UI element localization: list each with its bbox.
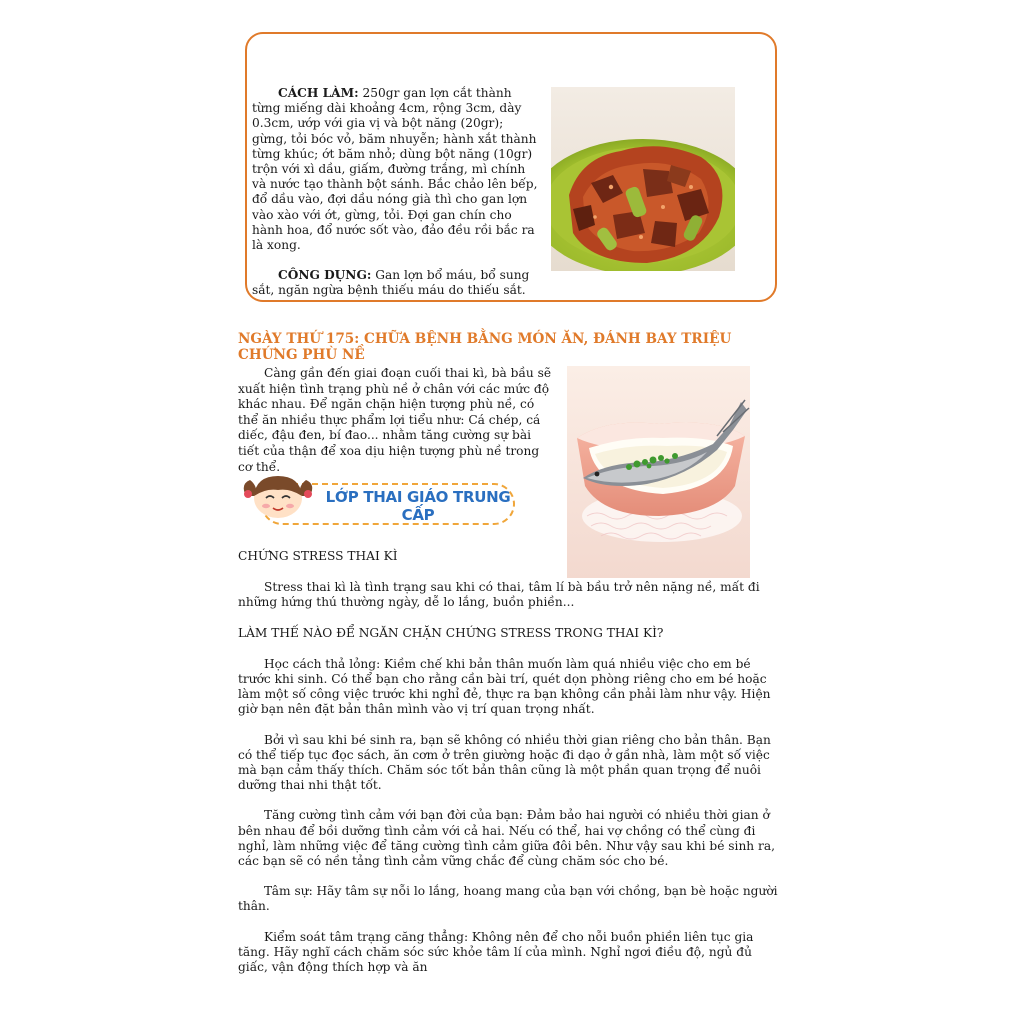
recipe-method-text: 250gr gan lợn cắt thành từng miếng dài khoảng 4cm, rộng 3cm, dày 0.3cm, ướp với gia vị và bột năng (20gr); gừng, tỏi bóc vỏ, băm nhuyễn; hành xắt thành từng khúc; ớt băm nhỏ; dùng bột năng (10gr) trộn với xì dầu, giấm, đường trắng, mì chính và nước tạo thành bột sánh. Bắc chảo lên bếp, đổ dầu vào, đợi dầu nóng già thì cho gan lợn vào xào với ớt, gừng, tỏi. Đợi gan chín cho hành hoa, đổ nước sốt vào, đảo đều rồi bắc ra là xong. xyxy=(252,86,538,253)
paragraph-relax: Học cách thả lỏng: Kiềm chế khi bản thân muốn làm quá nhiều việc cho em bé trước khi sinh. Có thể bạn cho rằng cần bài trí, quét dọn phòng riêng cho em bé hoặc làm một số công việc trước khi nghỉ đẻ, thực ra bạn không cần phải làm như vậy. Hiện giờ bạn nên đặt bản thân mình vào vị trí quan trọng nhất. xyxy=(238,656,771,717)
recipe-benefit-paragraph xyxy=(252,268,542,298)
paragraph-control-tension: Kiểm soát tâm trạng căng thẳng: Không nên để cho nỗi buồn phiền liên tục gia tăng. Hãy nghĩ cách chăm sóc sức khỏe tâm lí của mình. Nghỉ ngơi điều độ, ngủ đủ giấc, vận động thích hợp và ăn xyxy=(238,929,754,975)
recipe-benefit-label: CÔNG DỤNG: xyxy=(278,268,372,283)
prevention-title: LÀM THẾ NÀO ĐỂ NGĂN CHẶN CHỨNG STRESS TRONG THAI KÌ? xyxy=(238,625,664,640)
recipe-method-paragraph xyxy=(252,86,542,253)
paragraph-self-care: Bởi vì sau khi bé sinh ra, bạn sẽ không có nhiều thời gian riêng cho bản thân. Bạn có thể tiếp tục đọc sách, ăn cơm ở trên giường hoặc đi dạo ở gần nhà, làm một số việc mà bạn cảm thấy thích. Chăm sóc tốt bản thân cũng là một phần quan trọng để nuôi dưỡng thai nhi thật tốt. xyxy=(238,732,771,793)
intro-text xyxy=(238,366,556,475)
paragraph-confide: Tâm sự: Hãy tâm sự nỗi lo lắng, hoang mang của bạn với chồng, bạn bè hoặc người thân. xyxy=(238,884,778,914)
recipe-method-label: CÁCH LÀM: xyxy=(278,86,359,100)
banner-label: LỚP THAI GIÁO TRUNG CẤP xyxy=(325,488,511,524)
day-heading: NGÀY THỨ 175: CHỮA BỆNH BẰNG MÓN ĂN, ĐÁNH BAY TRIỆU CHỨNG PHÙ NỀ xyxy=(238,331,732,363)
fish-soup-photo xyxy=(567,366,750,578)
paragraph-partner: Tăng cường tình cảm với bạn đời của bạn: Đảm bảo hai người có nhiều thời gian ở bên nhau để bồi dưỡng tình cảm với cả hai. Nếu có thể, hai vợ chồng có thể cùng đi nghỉ, làm những việc để tăng cường tình cảm giữa đôi bên. Như vậy sau khi bé sinh ra, các bạn sẽ có nền tảng tình cảm vững chắc để cùng chăm sóc cho bé. xyxy=(238,808,775,869)
recipe-text xyxy=(252,86,542,299)
stir-fried-liver-photo xyxy=(551,87,735,271)
class-banner xyxy=(240,470,520,532)
intro-paragraph: Càng gần đến giai đoạn cuối thai kì, bà bầu sẽ xuất hiện tình trạng phù nề ở chân với các mức độ khác nhau. Để ngăn chặn hiện tượng phù nề, có thể ăn nhiều thực phẩm lợi tiểu như: Cá chép, cá diếc, đậu đen, bí đao... nhằm tăng cường sự bài tiết của thận để xoa dịu hiện tượng phù nề trong cơ thể. xyxy=(238,366,552,474)
section-title: CHỨNG STRESS THAI KÌ xyxy=(238,549,398,563)
body-text xyxy=(238,549,783,990)
recipe-benefit-text: Gan lợn bổ máu, bổ sung sắt, ngăn ngừa bệnh thiếu máu do thiếu sắt. xyxy=(252,268,530,298)
stress-definition: Stress thai kì là tình trạng sau khi có thai, tâm lí bà bầu trở nên nặng nề, mất đi những hứng thú thường ngày, dễ lo lắng, buồn phiền... xyxy=(238,580,760,610)
